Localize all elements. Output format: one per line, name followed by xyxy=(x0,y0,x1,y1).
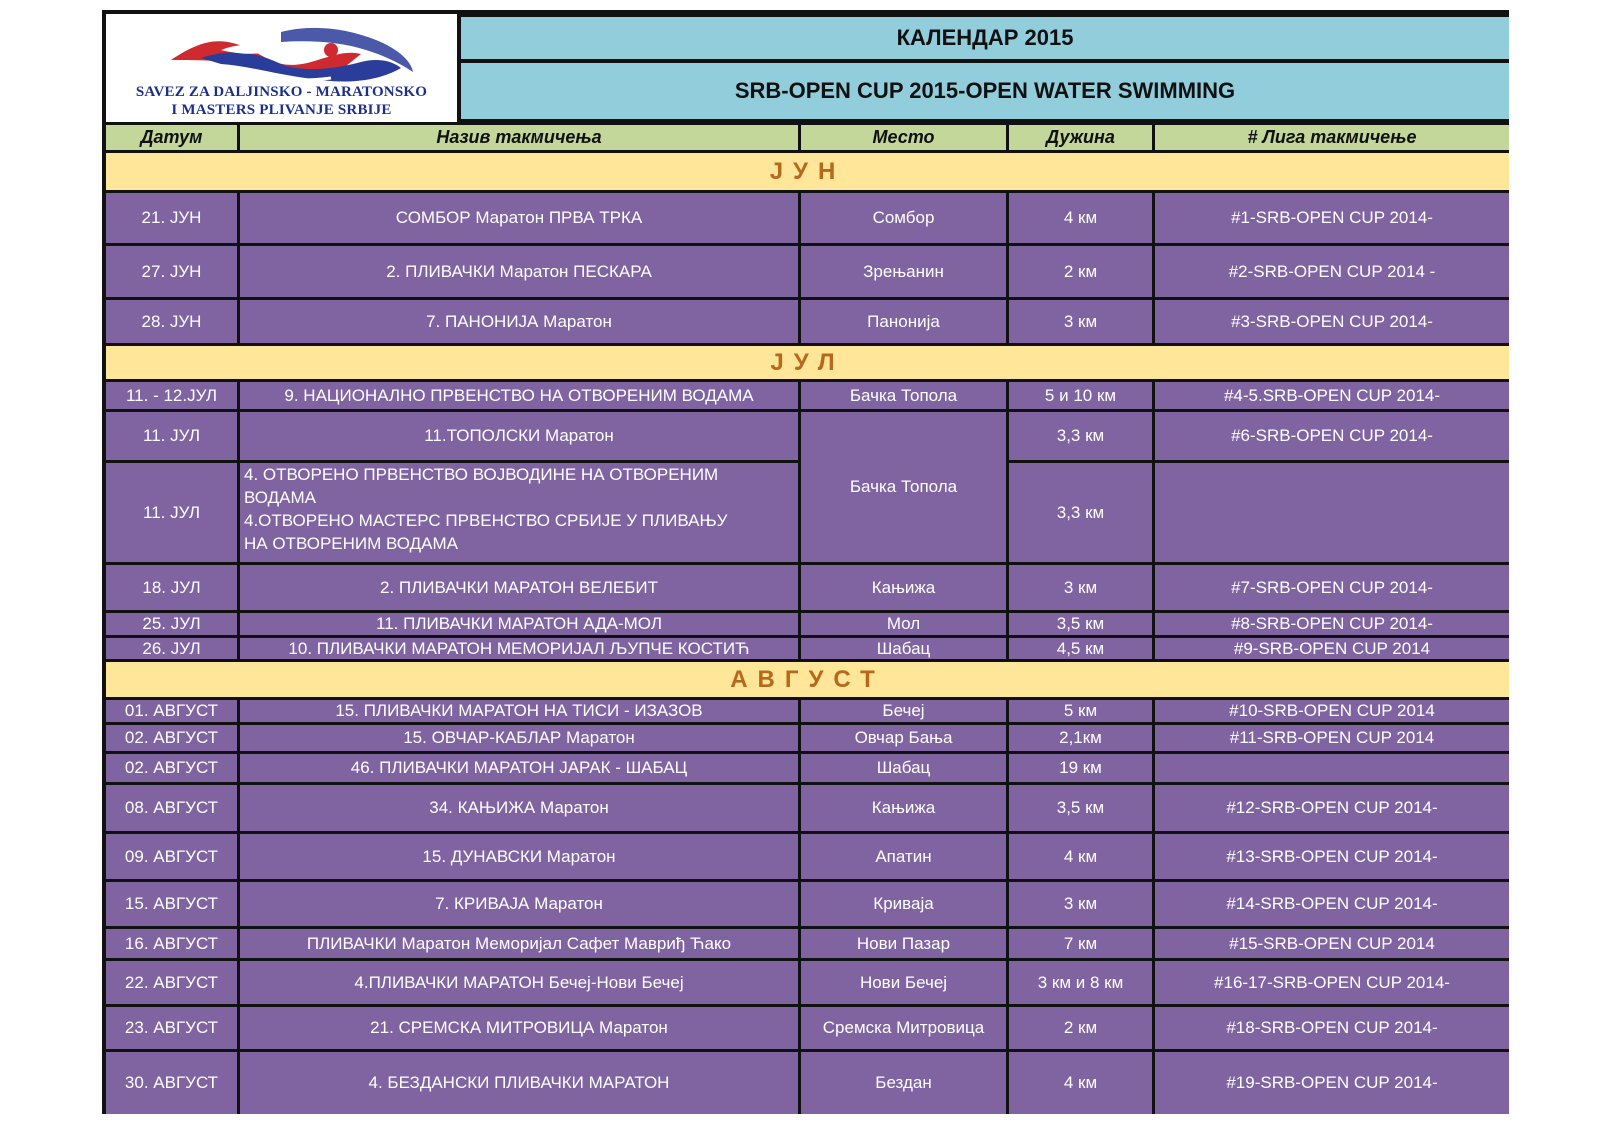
event-length: 3 км xyxy=(1009,565,1155,613)
event-place: Бечеј xyxy=(801,700,1009,725)
event-name: 2. ПЛИВАЧКИ МАРАТОН ВЕЛЕБИТ xyxy=(240,565,801,613)
event-league xyxy=(1155,754,1509,785)
header-name: Назив такмичења xyxy=(240,125,801,153)
event-league: #13-SRB-OPEN CUP 2014- xyxy=(1155,834,1509,882)
event-place: Мол xyxy=(801,613,1009,638)
event-date: 26. ЈУЛ xyxy=(106,638,240,662)
event-length: 4 км xyxy=(1009,193,1155,246)
event-name: 15. ПЛИВАЧКИ МАРАТОН НА ТИСИ - ИЗАЗОВ xyxy=(240,700,801,725)
table-row xyxy=(106,700,1509,725)
event-length: 3,3 км xyxy=(1009,463,1155,565)
event-date: 25. ЈУЛ xyxy=(106,613,240,638)
event-name: 4.ПЛИВАЧКИ МАРАТОН Бечеј-Нови Бечеј xyxy=(240,961,801,1007)
event-place: Панонија xyxy=(801,300,1009,346)
event-name: 10. ПЛИВАЧКИ МАРАТОН МЕМОРИЈАЛ ЉУПЧЕ КОСТИЋ xyxy=(240,638,801,662)
event-length: 3 км xyxy=(1009,300,1155,346)
event-place: Нови Пазар xyxy=(801,929,1009,961)
table-row xyxy=(106,246,1509,300)
event-place: Криваја xyxy=(801,882,1009,929)
event-date: 27. ЈУН xyxy=(106,246,240,300)
event-length: 7 км xyxy=(1009,929,1155,961)
event-name: 11.ТОПОЛСКИ Маратон xyxy=(240,412,801,463)
event-date: 08. АВГУСТ xyxy=(106,785,240,834)
event-league: #6-SRB-OPEN CUP 2014- xyxy=(1155,412,1509,463)
event-length: 3 км и 8 км xyxy=(1009,961,1155,1007)
event-place: Шабац xyxy=(801,638,1009,662)
calendar-sheet xyxy=(102,10,1509,1114)
event-place: Кањижа xyxy=(801,785,1009,834)
event-name: 4. БЕЗДАНСКИ ПЛИВАЧКИ МАРАТОН xyxy=(240,1052,801,1114)
event-length: 3 км xyxy=(1009,882,1155,929)
event-length: 5 км xyxy=(1009,700,1155,725)
event-league: #15-SRB-OPEN CUP 2014 xyxy=(1155,929,1509,961)
event-league: #18-SRB-OPEN CUP 2014- xyxy=(1155,1007,1509,1052)
event-name-line: 4.ОТВОРЕНО МАСТЕРС ПРВЕНСТВО СРБИЈЕ У ПЛИВАЊУ xyxy=(244,511,728,530)
table-row xyxy=(106,300,1509,346)
event-place: Овчар Бања xyxy=(801,725,1009,754)
month-header-avgust: АВГУСТ xyxy=(106,662,1509,700)
event-league: #2-SRB-OPEN CUP 2014 - xyxy=(1155,246,1509,300)
event-name: 7. КРИВАЈА Маратон xyxy=(240,882,801,929)
cup-title: SRB-OPEN CUP 2015-OPEN WATER SWIMMING xyxy=(461,63,1509,119)
event-place: Шабац xyxy=(801,754,1009,785)
table-row xyxy=(106,412,1509,463)
event-date: 21. ЈУН xyxy=(106,193,240,246)
header-length: Дужина xyxy=(1009,125,1155,153)
event-place: Бачка Топола xyxy=(801,382,1009,412)
event-date: 01. АВГУСТ xyxy=(106,700,240,725)
event-date: 16. АВГУСТ xyxy=(106,929,240,961)
event-place: Апатин xyxy=(801,834,1009,882)
event-name: 11. ПЛИВАЧКИ МАРАТОН АДА-МОЛ xyxy=(240,613,801,638)
table-row xyxy=(106,565,1509,613)
table-row xyxy=(106,725,1509,754)
event-name: 9. НАЦИОНАЛНО ПРВЕНСТВО НА ОТВОРЕНИМ ВОДАМА xyxy=(240,382,801,412)
event-length: 2 км xyxy=(1009,1007,1155,1052)
event-league: #7-SRB-OPEN CUP 2014- xyxy=(1155,565,1509,613)
table-header xyxy=(106,122,1509,153)
event-league: #14-SRB-OPEN CUP 2014- xyxy=(1155,882,1509,929)
event-length: 3,3 км xyxy=(1009,412,1155,463)
swimmer-logo-icon xyxy=(161,20,421,88)
header-date: Датум xyxy=(106,125,240,153)
event-name: 46. ПЛИВАЧКИ МАРАТОН ЈАРАК - ШАБАЦ xyxy=(240,754,801,785)
event-date: 15. АВГУСТ xyxy=(106,882,240,929)
event-date: 02. АВГУСТ xyxy=(106,725,240,754)
event-league: #12-SRB-OPEN CUP 2014- xyxy=(1155,785,1509,834)
event-league xyxy=(1155,463,1509,565)
event-length: 2,1км xyxy=(1009,725,1155,754)
event-length: 4 км xyxy=(1009,834,1155,882)
table-row xyxy=(106,961,1509,1007)
event-length: 19 км xyxy=(1009,754,1155,785)
month-header-jun: ЈУН xyxy=(106,153,1509,193)
event-length: 2 км xyxy=(1009,246,1155,300)
event-date: 23. АВГУСТ xyxy=(106,1007,240,1052)
header-place: Место xyxy=(801,125,1009,153)
event-place: Сомбор xyxy=(801,193,1009,246)
table-row xyxy=(106,929,1509,961)
event-length: 4,5 км xyxy=(1009,638,1155,662)
event-name-line: 4. ОТВОРЕНО ПРВЕНСТВО ВОЈВОДИНЕ НА ОТВОРЕНИМ xyxy=(244,465,719,484)
event-league: #8-SRB-OPEN CUP 2014- xyxy=(1155,613,1509,638)
federation-logo xyxy=(106,14,460,125)
event-place: Нови Бечеј xyxy=(801,961,1009,1007)
logo-text-line2: I MASTERS PLIVANJE SRBIJE xyxy=(171,102,392,118)
table-row xyxy=(106,1007,1509,1052)
event-length: 3,5 км xyxy=(1009,613,1155,638)
event-date: 30. АВГУСТ xyxy=(106,1052,240,1114)
event-name-line: НА ОТВОРЕНИМ ВОДАМА xyxy=(244,534,458,553)
event-date: 11. ЈУЛ xyxy=(106,463,240,565)
event-name: 7. ПАНОНИЈА Маратон xyxy=(240,300,801,346)
event-league: #19-SRB-OPEN CUP 2014- xyxy=(1155,1052,1509,1114)
event-date: 11. ЈУЛ xyxy=(106,412,240,463)
event-name-line: ВОДАМА xyxy=(244,488,316,507)
event-date: 28. ЈУН xyxy=(106,300,240,346)
event-place: Кањижа xyxy=(801,565,1009,613)
event-name: 34. КАЊИЖА Маратон xyxy=(240,785,801,834)
table-row xyxy=(106,638,1509,662)
event-date: 09. АВГУСТ xyxy=(106,834,240,882)
event-date: 11. - 12.ЈУЛ xyxy=(106,382,240,412)
event-length: 5 и 10 км xyxy=(1009,382,1155,412)
event-name: 21. СРЕМСКА МИТРОВИЦА Маратон xyxy=(240,1007,801,1052)
table-row xyxy=(106,834,1509,882)
event-place: Бездан xyxy=(801,1052,1009,1114)
header-league: # Лига такмичење xyxy=(1155,125,1509,153)
table-row xyxy=(106,882,1509,929)
event-name: ПЛИВАЧКИ Маратон Меморијал Сафет Мавриђ Ћако xyxy=(240,929,801,961)
logo-text-line1: SAVEZ ZA DALJINSKO - MARATONSKO xyxy=(135,84,428,100)
table-row xyxy=(106,613,1509,638)
table-row xyxy=(106,463,1509,565)
event-place: Сремска Митровица xyxy=(801,1007,1009,1052)
event-date: 22. АВГУСТ xyxy=(106,961,240,1007)
event-date: 18. ЈУЛ xyxy=(106,565,240,613)
event-place: Бачка Топола xyxy=(801,412,1009,565)
event-date: 02. АВГУСТ xyxy=(106,754,240,785)
event-name xyxy=(240,463,801,565)
table-row xyxy=(106,193,1509,246)
event-league: #16-17-SRB-OPEN CUP 2014- xyxy=(1155,961,1509,1007)
event-league: #10-SRB-OPEN CUP 2014 xyxy=(1155,700,1509,725)
table-row xyxy=(106,1052,1509,1114)
table-row xyxy=(106,754,1509,785)
calendar-title: КАЛЕНДАР 2015 xyxy=(461,17,1509,59)
event-name: 15. ДУНАВСКИ Маратон xyxy=(240,834,801,882)
event-name: 2. ПЛИВАЧКИ Маратон ПЕСКАРА xyxy=(240,246,801,300)
event-league: #9-SRB-OPEN CUP 2014 xyxy=(1155,638,1509,662)
table-row xyxy=(106,785,1509,834)
event-league: #11-SRB-OPEN CUP 2014 xyxy=(1155,725,1509,754)
event-league: #3-SRB-OPEN CUP 2014- xyxy=(1155,300,1509,346)
event-name: 15. ОВЧАР-КАБЛАР Маратон xyxy=(240,725,801,754)
event-length: 4 км xyxy=(1009,1052,1155,1114)
event-length: 3,5 км xyxy=(1009,785,1155,834)
event-place: Зрењанин xyxy=(801,246,1009,300)
table-row xyxy=(106,382,1509,412)
event-name: СОМБОР Маратон ПРВА ТРКА xyxy=(240,193,801,246)
event-league: #4-5.SRB-OPEN CUP 2014- xyxy=(1155,382,1509,412)
month-header-jul: ЈУЛ xyxy=(106,346,1509,382)
event-league: #1-SRB-OPEN CUP 2014- xyxy=(1155,193,1509,246)
